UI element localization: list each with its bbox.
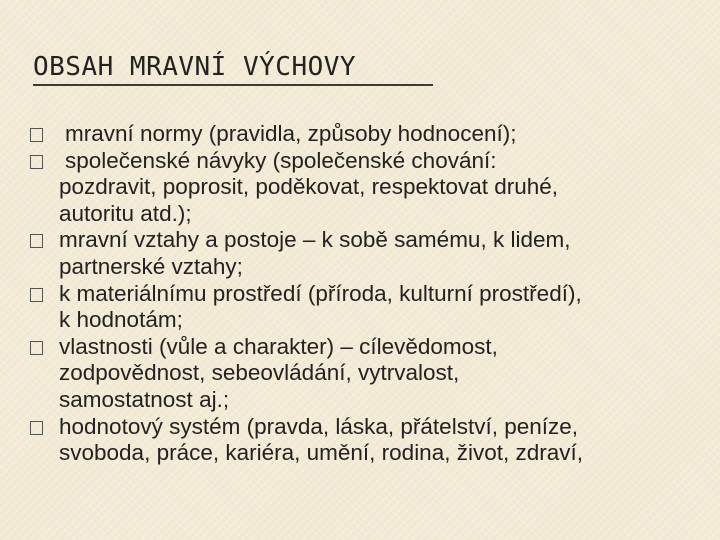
list-item-text: vlastnosti (vůle a charakter) – cílevědomost, [59, 333, 498, 359]
list-item-text: zodpovědnost, sebeovládání, vytrvalost, [59, 360, 460, 386]
square-bullet-icon [30, 288, 43, 302]
list-item [30, 227, 700, 280]
list-item [30, 334, 700, 414]
square-bullet-icon [30, 155, 43, 169]
title-underline [33, 84, 433, 86]
square-bullet-icon [30, 421, 43, 435]
list-item-text: mravní normy (pravidla, způsoby hodnocení); [65, 121, 517, 146]
square-bullet-icon [30, 341, 43, 355]
list-item-text: k hodnotám; [59, 307, 183, 333]
list-item [30, 414, 700, 467]
list-item-text: pozdravit, poprosit, poděkovat, respektovat druhé, [59, 174, 559, 200]
list-item [30, 281, 700, 334]
square-bullet-icon [30, 128, 43, 142]
bullet-list [30, 121, 700, 467]
list-item-text: k materiálnímu prostředí (příroda, kulturní prostředí), [59, 280, 582, 306]
slide-title: OBSAH MRAVNÍ VÝCHOVY [33, 52, 357, 82]
list-item-text: společenské návyky (společenské chování: [65, 147, 497, 173]
list-item [30, 148, 700, 228]
list-item-text: svoboda, práce, kariéra, umění, rodina, život, zdraví, [59, 440, 584, 466]
list-item-text: samostatnost aj.; [59, 386, 230, 412]
list-item-text: mravní vztahy a postoje – k sobě samému, k lidem, [59, 227, 571, 253]
list-item-text: partnerské vztahy; [59, 253, 243, 279]
list-item [30, 121, 700, 148]
list-item-text: autoritu atd.); [59, 200, 192, 226]
list-item-text: hodnotový systém (pravda, láska, přátelství, peníze, [59, 413, 579, 439]
square-bullet-icon [30, 234, 43, 248]
